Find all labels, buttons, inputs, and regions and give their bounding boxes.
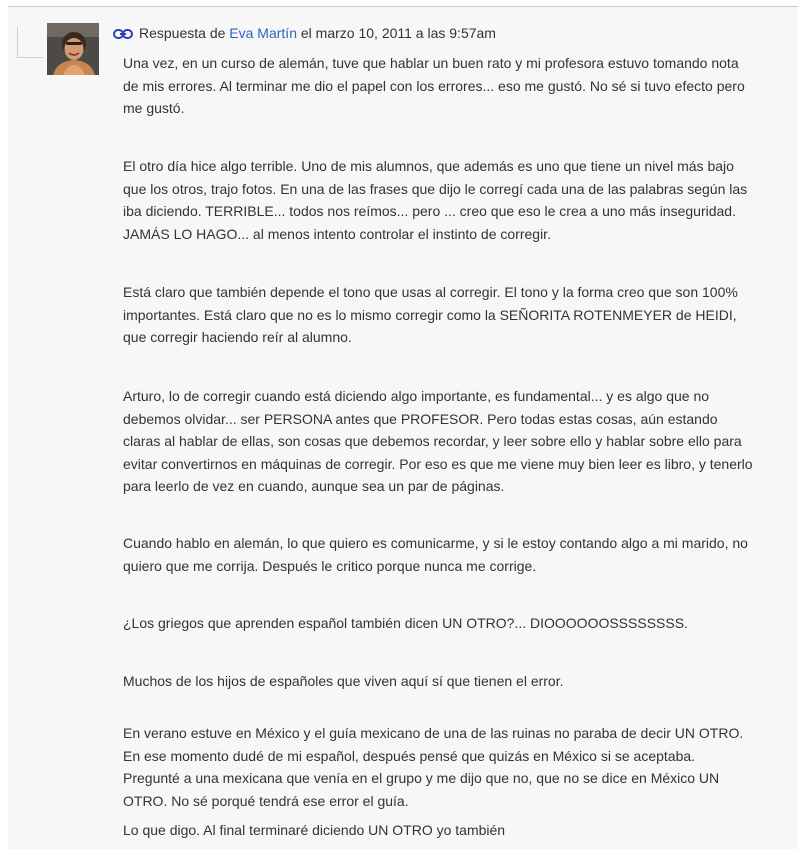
comment-paragraph: Cuando hablo en alemán, lo que quiero es comunicarme, y si le estoy contando algo a mi marido, no quiero que me corrija. Después le critico porque nunca me corrige. xyxy=(123,535,748,574)
comment-paragraph: Arturo, lo de corregir cuando está diciendo algo importante, es fundamental... y es algo que no debemos olvidar... ser PERSONA antes que PROFESOR. Pero todas estas cosas, aún estando claras al hablar de ellas, son cosas que debemos recordar, y leer sobre ello y hablar sobre ello para evitar convertirnos en máquinas de corregir. Por eso es que me viene muy bien leer es libro, y tenerlo para leerlo de vez en cuando, aunque sea un par de páginas. xyxy=(123,388,753,494)
author-link[interactable]: Eva Martín xyxy=(229,25,297,41)
comment-paragraph: El otro día hice algo terrible. Uno de mis alumnos, que además es uno que tiene un nivel más bajo que los otros, trajo fotos. En una de las frases que dijo le corregí cada una de las palabras según las iba diciendo. TERRIBLE... todos nos reímos... pero ... creo que eso le crea a uno más inseguridad. JAMÁS LO HAGO... al menos intento controlar el instinto de corregir. xyxy=(123,158,748,242)
thread-line xyxy=(17,27,18,57)
comment-date: el marzo 10, 2011 a las 9:57am xyxy=(300,25,496,41)
link-icon[interactable] xyxy=(113,25,133,45)
avatar-photo xyxy=(47,23,99,75)
avatar xyxy=(47,23,99,75)
comment-paragraph: ¿Los griegos que aprenden español también dicen UN OTRO?... DIOOOOOOSSSSSSSS. xyxy=(123,615,688,631)
comment-paragraph: Lo que digo. Al final terminaré diciendo UN OTRO yo también xyxy=(123,822,506,838)
thread-connector xyxy=(17,57,43,58)
comment-paragraph: Una vez, en un curso de alemán, tuve que hablar un buen rato y mi profesora estuvo tomando nota de mis errores. Al terminar me dio el papel con los errores... eso me gustó. No sé si tuvo efecto pero me gustó. xyxy=(123,55,745,116)
comment-paragraph: Muchos de los hijos de españoles que viven aquí sí que tienen el error. xyxy=(123,673,564,689)
comment-paragraph: En verano estuve en México y el guía mexicano de una de las ruinas no paraba de decir UN OTRO. En ese momento dudé de mi español, después pensé que quizás en México si se aceptaba. Pregunté a una mexicana que venía en el grupo y me dijo que no, que no se dice en México UN OTRO. No sé porqué tendrá ese error el guía. xyxy=(123,725,744,809)
reply-prefix: Respuesta de xyxy=(139,25,226,41)
comment-paragraph: Está claro que también depende el tono que usas al corregir. El tono y la forma creo que son 100% importantes. Está claro que no es lo mismo corregir como la SEÑORITA ROTENMEYER de HEIDI, que corregir haciendo reír al alumno. xyxy=(123,284,738,345)
comment-meta xyxy=(113,23,496,43)
comment-reply xyxy=(8,7,798,849)
